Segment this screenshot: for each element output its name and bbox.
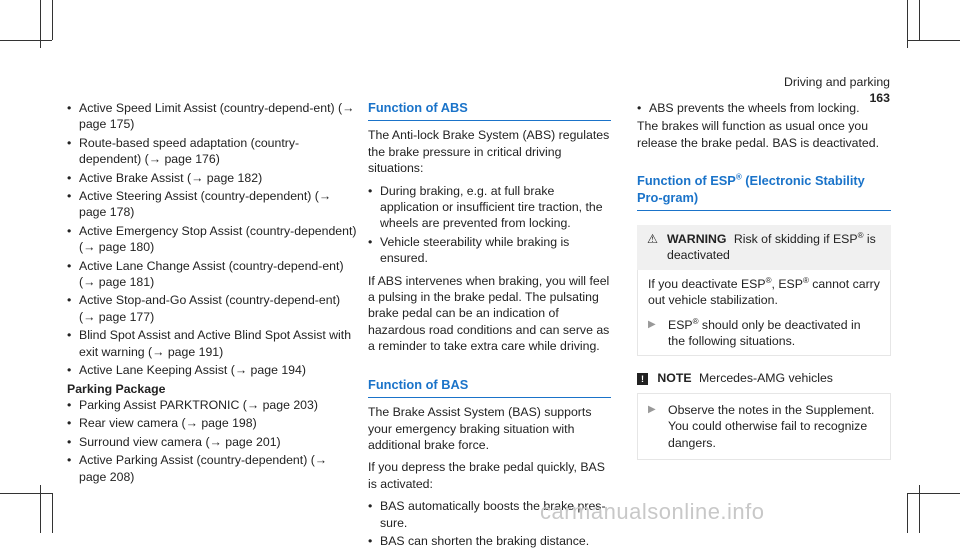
abs-brake-paragraph: The brakes will function as usual once you release the brake pedal. BAS is deactivated. bbox=[637, 119, 879, 150]
crop-mark bbox=[907, 493, 960, 494]
list-item: • Active Brake Assist (→ page 182) bbox=[67, 170, 357, 186]
action-arrow-icon: ▶ bbox=[648, 318, 656, 330]
crop-mark bbox=[907, 40, 960, 41]
notice-icon: ! bbox=[637, 373, 648, 385]
note-label: NOTE bbox=[657, 371, 692, 386]
list-item: • Active Parking Assist (country-dependent) (→ page 208) bbox=[67, 452, 357, 485]
section-title: Driving and parking bbox=[784, 75, 890, 89]
crop-mark bbox=[0, 40, 52, 41]
esp-heading bbox=[637, 173, 891, 211]
note-action bbox=[648, 402, 880, 451]
crop-mark bbox=[52, 0, 53, 40]
crop-mark bbox=[907, 493, 908, 533]
list-item: • Active Stop-and-Go Assist (country-depend-ent) (→ page 177) bbox=[67, 292, 357, 325]
warning-text-part: , ESP bbox=[771, 276, 803, 291]
warning-header bbox=[637, 225, 891, 270]
bas-intro: The Brake Assist System (BAS) supports your emergency braking situation with additional brake force. bbox=[368, 405, 592, 452]
crop-mark bbox=[52, 493, 53, 533]
action-text: ESP bbox=[668, 317, 693, 332]
list-item: • Rear view camera (→ page 198) bbox=[67, 415, 357, 431]
note-title: Mercedes-AMG vehicles bbox=[699, 371, 833, 386]
list-item: • Active Lane Change Assist (country-depend-ent) (→ page 181) bbox=[67, 258, 357, 291]
list-item: • Surround view camera (→ page 201) bbox=[67, 434, 357, 450]
note-body bbox=[637, 393, 891, 460]
list-item: • During braking, e.g. at full brake application or insufficient tire traction, the wheels are prevented from locking. bbox=[368, 183, 611, 232]
esp-heading-text: (Electronic Stability Pro-gram) bbox=[637, 173, 865, 205]
abs-intro: The Anti-lock Brake System (ABS) regulates the brake pressure in critical driving situations: bbox=[368, 128, 610, 176]
list-item: • Active Speed Limit Assist (country-depend-ent) (→ page 175) bbox=[67, 100, 357, 133]
list-item: • Active Steering Assist (country-dependent) (→ page 178) bbox=[67, 188, 357, 221]
registered-mark: ® bbox=[802, 275, 809, 285]
list-item: • Active Lane Keeping Assist (→ page 194) bbox=[67, 362, 357, 378]
registered-mark: ® bbox=[735, 172, 742, 182]
warning-title: Risk of skidding if ESP bbox=[733, 232, 858, 247]
list-item: • ABS prevents the wheels from locking. bbox=[637, 100, 891, 116]
column-3 bbox=[637, 100, 891, 460]
list-item: • BAS automatically boosts the brake pres-sure. bbox=[368, 498, 611, 531]
action-text: Observe the notes in the Supplement. You could otherwise fail to recognize dangers. bbox=[668, 402, 875, 450]
warning-text-part: cannot carry out vehicle stabilization. bbox=[648, 276, 880, 308]
list-item: • Active Emergency Stop Assist (country-dependent) (→ page 180) bbox=[67, 223, 357, 256]
page-number: 163 bbox=[869, 91, 890, 106]
registered-mark: ® bbox=[765, 275, 772, 285]
list-item: • Route-based speed adaptation (country-dependent) (→ page 176) bbox=[67, 135, 357, 168]
action-arrow-icon: ▶ bbox=[648, 403, 656, 415]
crop-mark bbox=[0, 493, 52, 494]
watermark: carmanualsonline.info bbox=[540, 499, 765, 524]
parking-package-heading: Parking Package bbox=[67, 381, 166, 396]
bas-paragraph: If you depress the brake pedal quickly, BAS is activated: bbox=[368, 460, 605, 491]
warning-triangle-icon: ⚠ bbox=[647, 232, 659, 247]
warning-action bbox=[648, 317, 880, 350]
column-2 bbox=[368, 100, 611, 551]
abs-heading: Function of ABS bbox=[368, 100, 611, 121]
warning-title: is deactivated bbox=[667, 232, 876, 263]
bas-heading: Function of BAS bbox=[368, 377, 611, 398]
action-text: should only be deactivated in the following situations. bbox=[668, 317, 861, 349]
warning-text-part: If you deactivate ESP bbox=[648, 276, 766, 291]
column-1 bbox=[67, 100, 357, 487]
abs-paragraph: If ABS intervenes when braking, you will feel a pulsing in the brake pedal. The pulsating brake pedal can be an indication of hazardous road conditions and can serve as a reminder to take extra care while driving. bbox=[368, 273, 610, 354]
note-box bbox=[637, 370, 891, 460]
list-item: • Parking Assist PARKTRONIC (→ page 203) bbox=[67, 397, 357, 413]
list-item: • Vehicle steerability while braking is ensured. bbox=[368, 234, 611, 267]
registered-mark: ® bbox=[692, 316, 699, 326]
warning-box bbox=[637, 225, 891, 356]
note-header bbox=[637, 370, 891, 392]
warning-label: WARNING bbox=[667, 232, 727, 247]
esp-heading-text: Function of ESP bbox=[637, 173, 736, 189]
registered-mark: ® bbox=[857, 230, 864, 240]
crop-mark bbox=[919, 0, 920, 40]
list-item: • Blind Spot Assist and Active Blind Spot Assist with exit warning (→ page 191) bbox=[67, 327, 357, 360]
warning-body bbox=[637, 270, 891, 357]
list-item: • BAS can shorten the braking distance. bbox=[368, 533, 611, 549]
warning-text bbox=[648, 276, 880, 309]
